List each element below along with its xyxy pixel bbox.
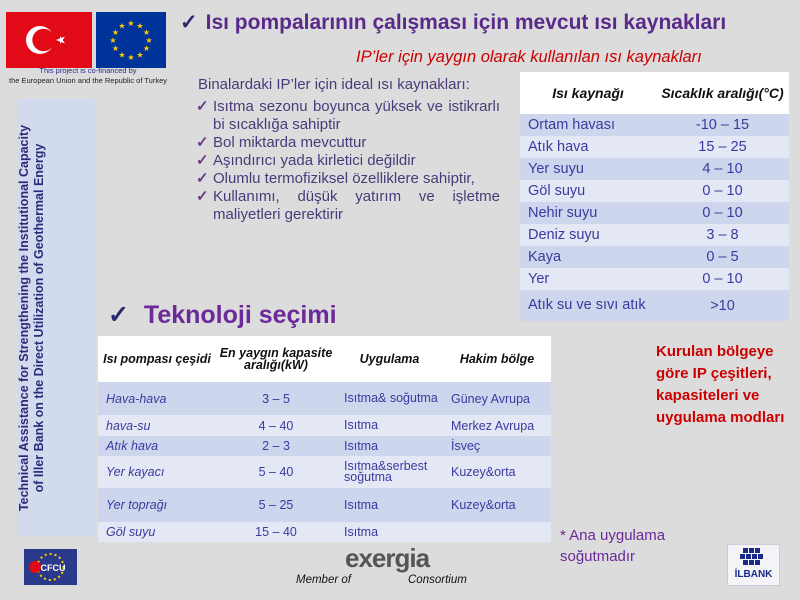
checkmark-icon: ✓ xyxy=(108,301,129,329)
capacity-range: 2 – 3 xyxy=(262,439,290,453)
capacity-range: 15 – 40 xyxy=(255,525,297,539)
svg-text:★: ★ xyxy=(111,28,120,37)
requirement-list xyxy=(196,98,500,224)
region: Güney Avrupa xyxy=(451,391,530,406)
region: Kuzey&orta xyxy=(451,498,516,512)
source-name: Ortam havası xyxy=(528,117,616,133)
capacity-range: 5 – 40 xyxy=(258,465,294,479)
pump-type: Yer toprağı xyxy=(106,498,168,512)
column-header-region: Hakim bölge xyxy=(459,352,535,366)
region: İsveç xyxy=(451,439,481,453)
table-row xyxy=(520,290,789,321)
sidebar-line-1: Technical Assistance for Strengthening the Institutional Capacity xyxy=(17,124,31,512)
application: Isıtma&serbest soğutma xyxy=(344,459,428,484)
region: Merkez Avrupa xyxy=(451,418,535,433)
region: Kuzey&orta xyxy=(451,465,516,479)
page-title xyxy=(180,10,726,35)
list-item: ✓ Kullanımı, düşük yatırım ve işletme maliyetleri gerektirir xyxy=(196,188,500,224)
cfcu-logo-text: CFCU xyxy=(40,563,66,573)
intro-text: Binalardaki IP’ler için ideal ısı kaynakları: xyxy=(198,76,470,93)
page-subtitle: IP’ler için yaygın olarak kullanılan ısı kaynakları xyxy=(356,48,702,66)
table-row xyxy=(520,224,789,246)
temperature-range: -10 – 15 xyxy=(695,117,750,133)
table-row xyxy=(520,136,789,158)
svg-text:★: ★ xyxy=(118,50,126,60)
credit-line-2: the European Union and the Republic of Turkey xyxy=(8,76,168,85)
temperature-range: 4 – 10 xyxy=(702,161,743,177)
consortium-label: Consortium xyxy=(408,574,467,586)
heat-sources-table xyxy=(520,72,789,319)
svg-text:★: ★ xyxy=(142,44,151,53)
turkey-flag-logo xyxy=(6,12,92,68)
application: Isıtma& soğutma xyxy=(344,391,438,405)
table-row xyxy=(520,114,789,136)
table-row xyxy=(98,488,551,522)
source-name: Kaya xyxy=(528,249,562,265)
list-item: ✓ Olumlu termofiziksel özelliklere sahiptir, xyxy=(196,170,500,188)
pump-type: hava-su xyxy=(106,418,151,433)
table-row xyxy=(520,246,789,268)
credit-line-1: This project is co-financed by xyxy=(39,66,137,75)
svg-text:★: ★ xyxy=(136,50,144,60)
list-item: ✓ Bol miktarda mevcuttur xyxy=(196,134,500,152)
source-name: Atık su ve sıvı atık xyxy=(528,297,646,313)
sidebar-line-2: of Iller Bank on the Direct Utilization of Geothermal Energy xyxy=(32,143,46,493)
svg-text:★: ★ xyxy=(142,28,151,37)
svg-text:★: ★ xyxy=(136,21,144,31)
source-name: Nehir suyu xyxy=(528,205,598,221)
cfcu-logo xyxy=(24,549,77,585)
source-name: Atık hava xyxy=(528,139,589,155)
svg-text:★: ★ xyxy=(109,36,117,45)
member-of-label: Member of xyxy=(296,574,351,586)
checkmark-icon: ✓ xyxy=(180,11,198,34)
table-row xyxy=(98,415,551,436)
svg-text:★: ★ xyxy=(111,44,120,53)
table-row xyxy=(98,522,551,542)
capacity-range: 3 – 5 xyxy=(262,391,290,406)
table-row xyxy=(520,158,789,180)
table-header xyxy=(520,72,789,114)
list-item: ✓ Isıtma sezonu boyunca yüksek ve istikrarlı bi sıcaklığa sahiptir xyxy=(196,98,500,134)
table-row xyxy=(98,456,551,488)
application: Isıtma xyxy=(344,524,379,539)
application: Isıtma xyxy=(344,497,379,512)
source-name: Yer xyxy=(528,271,550,287)
temperature-range: 0 – 10 xyxy=(702,205,743,221)
temperature-range: 0 – 10 xyxy=(702,183,743,199)
section-title-text: Teknoloji seçimi xyxy=(143,301,337,329)
exergia-logo: exergia xyxy=(345,543,430,573)
capacity-range: 4 – 40 xyxy=(258,418,294,433)
pump-type: Göl suyu xyxy=(106,525,156,539)
temperature-range: >10 xyxy=(710,297,735,314)
table-header xyxy=(98,336,551,382)
table-row xyxy=(520,202,789,224)
section-title xyxy=(108,300,337,330)
footnote: * Ana uygulama soğutmadır xyxy=(560,527,666,565)
column-header-capacity: En yaygın kapasite aralığı(kW) xyxy=(219,346,333,372)
column-header-type: Isı pompası çeşidi xyxy=(103,352,211,366)
column-header-source: Isı kaynağı xyxy=(552,85,624,101)
list-item: ✓ Aşındırıcı yada kirletici değildir xyxy=(196,152,500,170)
pump-type: Hava-hava xyxy=(106,391,167,406)
pump-type: Atık hava xyxy=(106,439,159,453)
table-row xyxy=(520,180,789,202)
capacity-range: 5 – 25 xyxy=(258,498,294,512)
column-header-temperature: Sıcaklık aralığı(°C) xyxy=(661,84,784,101)
region-note: Kurulan bölgeye göre IP çeşitleri, kapasiteleri ve uygulama modları xyxy=(656,343,785,426)
cofinance-credit xyxy=(6,66,170,86)
application: Isıtma xyxy=(344,438,379,453)
source-name: Yer suyu xyxy=(528,161,584,177)
page-title-text: Isı pompalarının çalışması için mevcut ısı kaynakları xyxy=(205,11,727,34)
application: Isıtma xyxy=(344,418,379,432)
temperature-range: 15 – 25 xyxy=(698,139,747,155)
svg-text:★: ★ xyxy=(127,53,135,62)
temperature-range: 0 – 5 xyxy=(706,249,739,265)
column-header-application: Uygulama xyxy=(359,351,420,366)
ilbank-logo-text: İLBANK xyxy=(734,569,773,580)
svg-text:★: ★ xyxy=(118,21,126,31)
technology-table xyxy=(98,336,551,542)
ilbank-logo xyxy=(727,544,780,586)
table-row xyxy=(98,382,551,415)
pump-type: Yer kayacı xyxy=(106,465,165,479)
source-name: Göl suyu xyxy=(528,183,586,199)
source-name: Deniz suyu xyxy=(528,227,600,243)
svg-text:★: ★ xyxy=(127,19,135,28)
sidebar-project-title xyxy=(17,100,61,537)
temperature-range: 3 – 8 xyxy=(706,227,739,243)
table-row xyxy=(520,268,789,290)
table-row xyxy=(98,436,551,456)
eu-flag-logo xyxy=(96,12,166,68)
svg-text:★: ★ xyxy=(145,36,153,45)
temperature-range: 0 – 10 xyxy=(702,271,743,287)
